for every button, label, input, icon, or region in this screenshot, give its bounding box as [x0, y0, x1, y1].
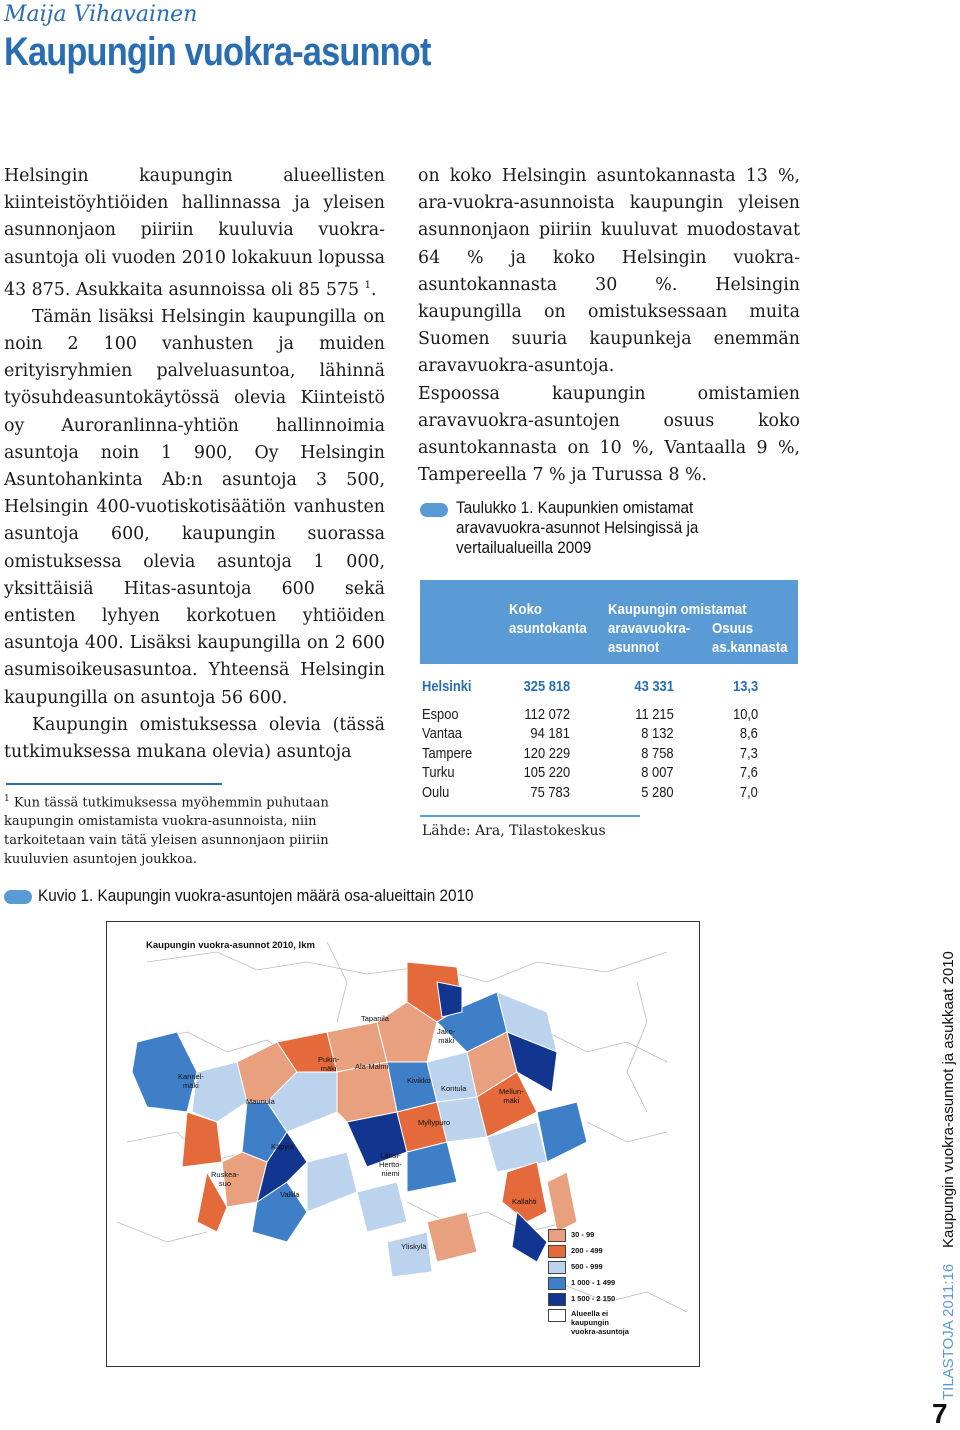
header-koko-2: asuntokanta [509, 620, 587, 637]
legend-label-4: 1 000 - 1 499 [571, 1278, 616, 1287]
table-caption-line-2: aravavuokra-asunnot Helsingissä ja [456, 518, 699, 537]
paragraph-1: Helsingin kaupungin alueellisten kiinteistöyhtiöiden hallinnassa ja yleisen asunnonjaon piiriin kuuluvia vuokra-asuntoja oli vuoden 2010 lokakuun lopussa 43 875. Asukkaita asunnoissa oli 85 575 $^1$. [4, 166, 385, 300]
side-series: TILASTOJA 2011:16 [940, 1263, 957, 1400]
map-label-kontula: Kontula [441, 1084, 467, 1093]
table-bottom-rule [420, 815, 640, 817]
district-shapes [132, 962, 587, 1277]
paragraph-5: Espoossa kaupungin omistamien aravavuokra-asuntojen osuus koko asuntokannasta on 10 %, Vantaalla 9 %, Tampereella 7 % ja Turussa 8 %. [418, 383, 800, 486]
article-title: Kaupungin vuokra-asunnot [4, 30, 431, 74]
table-row: Turku 105 220 8 007 7,6 [422, 764, 758, 781]
map-label-kallahti: Kallahti [512, 1197, 537, 1206]
table-row: Tampere 120 229 8 758 7,3 [422, 744, 758, 762]
table-caption-line-1: Taulukko 1. Kaupunkien omistamat [456, 498, 694, 517]
paragraph-4: on koko Helsingin asuntokannasta 13 %, ara-vuokra-asunnoista kaupungin yleisen asunnonjaon piiriin kuuluvat muodostavat 64 % ja koko Helsingin vuokra-asuntokannasta 30 %. Helsingin kaupungilla on omistuksessaan muita Suomen suuria kaupunkeja enemmän aravavuokra-asuntoja. [418, 166, 800, 377]
footnote-text: Kun tässä tutkimuksessa myöhemmin puhutaan kaupungin omistamista vuokra-asunnoista, niin tarkoitetaan vain tätä yleisen asunnonjaon piiriin kuuluvien asuntojen joukkoa. [4, 795, 329, 868]
body-column-left [4, 163, 385, 766]
rental-table [420, 580, 798, 803]
map-label-kapyla: Käpylä [271, 1142, 294, 1151]
table-row: Vantaa 94 181 8 132 8,6 [422, 725, 758, 742]
map-label-vallila: Vallila [280, 1190, 300, 1199]
map-label-yliskyla: Yliskylä [401, 1242, 427, 1251]
map-label-mellunmaki: Mellun- mäki [499, 1087, 524, 1105]
footnote-mark: 1 [364, 279, 372, 291]
legend-swatch-5 [548, 1293, 566, 1306]
legend-swatch-1 [548, 1229, 566, 1242]
table-caption-line-3: vertailualueilla 2009 [456, 538, 592, 557]
legend-swatch-2 [548, 1245, 566, 1258]
legend-label-2: 200 - 499 [571, 1246, 603, 1255]
legend-swatch-none [548, 1309, 566, 1322]
figure-caption-marker [4, 890, 32, 904]
table-source: Lähde: Ara, Tilastokeskus [422, 823, 606, 839]
map-label-jakomaki: Jako- mäki [437, 1027, 456, 1045]
paragraph-2: Tämän lisäksi Helsingin kaupungilla on noin 2 100 vanhusten ja muiden erityisryhmien palveluasuntoa, lähinnä työsuhdeasuntokäytössä olevia Kiinteistö oy Auroranlinna-yhtiön hallinnoimia asuntoja noin 1 900, Oy Helsingin Asuntohankinta Ab:n asuntoja 3 500, Helsingin 400-vuotiskotisäätiön vanhusten asuntoja 600, kaupungin suorassa omistuksessa olevia asuntoja 1 000, yksittäisiä Hitas-asuntoja 600 sekä entisten lyhyen korkotuen yhtiöiden asuntoja 400. Lisäksi kaupungilla on 2 600 asumisoikeusasuntoa. Yhteensä Helsingin kaupungilla on asuntoja 56 600. [4, 306, 385, 708]
footnote-number: 1 [4, 794, 10, 804]
map-label-kannelmaki: Kannel- mäki [178, 1072, 204, 1090]
table-header [420, 580, 798, 664]
map-label-lansi-herttoniemi: Länsi- Hertto- niemi [379, 1151, 402, 1178]
footnote-rule [6, 783, 222, 785]
footnote [4, 790, 388, 869]
header-osuus-2: as.kannasta [712, 639, 788, 656]
table-row-helsinki: Helsinki 325 818 43 331 13,3 [422, 678, 758, 695]
legend-label-3: 500 - 999 [571, 1262, 603, 1271]
header-kaup-1: Kaupungin omistamat [608, 601, 747, 618]
header-kaup-3: asunnot [608, 639, 660, 656]
legend-label-1: 30 - 99 [571, 1230, 595, 1239]
map-label-kivikko: Kivikko [407, 1076, 431, 1085]
paragraph-3: Kaupungin omistuksessa olevia (tässä tutkimuksessa mukana olevia) asuntoja [4, 714, 385, 763]
legend-label-none: Alueella ei kaupungin vuokra-asuntoja [571, 1309, 629, 1336]
table-row: Oulu 75 783 5 280 7,0 [422, 783, 758, 801]
legend-swatch-3 [548, 1261, 566, 1274]
legend-label-5: 1 500 - 2 150 [571, 1294, 616, 1303]
header-kaup-2: aravavuokra- [608, 620, 691, 637]
map-title: Kaupungin vuokra-asunnot 2010, lkm [146, 940, 315, 951]
author-name: Maija Vihavainen [4, 2, 198, 27]
body-column-right [418, 163, 800, 489]
side-label: Kaupungin vuokra-asunnot ja asukkaat 2010 [940, 951, 957, 1248]
header-koko-1: Koko [509, 601, 542, 618]
table-caption-marker [420, 503, 448, 517]
header-osuus-1: Osuus [712, 620, 754, 637]
figure-caption: Kuvio 1. Kaupungin vuokra-asuntojen määrä osa-alueittain 2010 [38, 886, 474, 905]
table-row: Espoo 112 072 11 215 10,0 [422, 705, 758, 723]
map-label-myllypuro: Myllypuro [418, 1118, 451, 1127]
page-number: 7 [932, 1398, 948, 1429]
map-label-ala-malmi: Ala-Malmi [355, 1062, 389, 1071]
legend-swatch-4 [548, 1277, 566, 1290]
map-label-maunula: Maunula [246, 1097, 275, 1106]
map-label-pukinmaki: Pukin- mäki [318, 1055, 340, 1073]
map-label-tapanila: Tapanila [361, 1014, 389, 1023]
map-label-ruskeasuo: Ruskea- suo [211, 1170, 239, 1188]
